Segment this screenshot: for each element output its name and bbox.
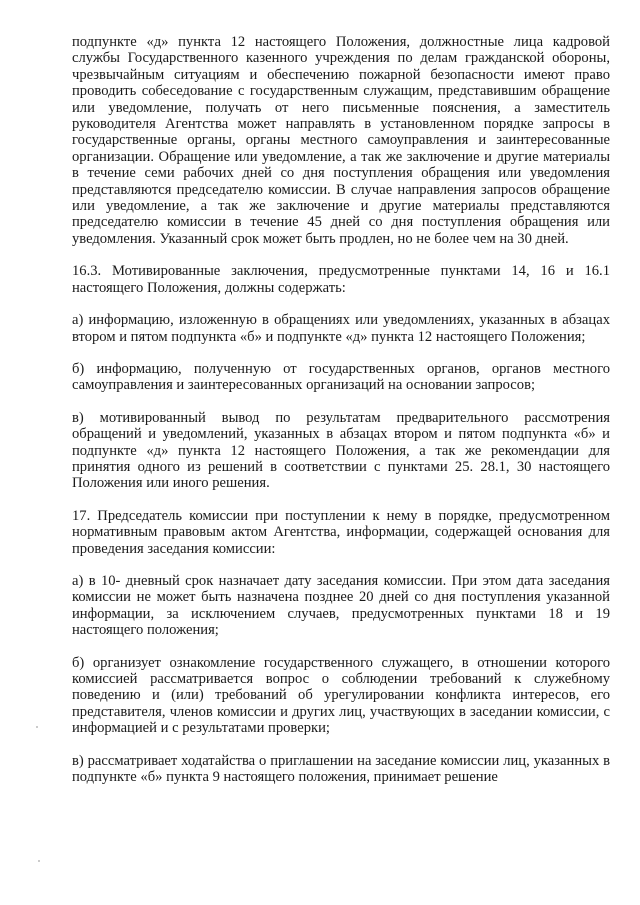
paragraph-16-3-b: б) информацию, полученную от государственных органов, органов местного самоуправления и заинтересованных организаций на основании запросов; (72, 360, 610, 394)
paragraph-16-3: 16.3. Мотивированные заключения, предусмотренные пунктами 14, 16 и 16.1 настоящего Положения, должны содержать: (72, 263, 610, 296)
paragraph-continuation: подпункте «д» пункта 12 настоящего Положения, должностные лица кадровой службы Государственного казенного учреждения по делам гражданской обороны, чрезвычайным ситуациям и обеспечению пожарной безопасности имеют право проводить собеседование с государственным служащим, представившим обращение или уведомление, получать от него письменные пояснения, а заместитель руководителя Агентства может направлять в установленном порядке запросы в государственные органы, органы местного самоуправления и заинтересованные организации. Обращение или уведомление, а так же заключение и другие материалы в течение семи рабочих дней со дня поступления обращения или уведомления представляются председателю комиссии. В случае направления запросов обращение или уведомление, а так же заключение и другие материалы представляются председателю комиссии в течение 45 дней со дня поступления обращения или уведомления. Указанный срок может быть продлен, но не более чем на 30 дней. (72, 34, 610, 247)
paragraph-16-3-v: в) мотивированный вывод по результатам предварительного рассмотрения обращений и уведомлений, указанных в абзацах втором и пятом подпункта «б» и подпункте «д» пункта 12 настоящего Положения, а так же рекомендации для принятия одного из решений в соответствии с пунктами 25. 28.1, 30 настоящего Положения или иного решения. (72, 409, 610, 492)
paragraph-17-v: в) рассматривает ходатайства о приглашении на заседание комиссии лиц, указанных в подпункте «б» пункта 9 настоящего положения, принимает решение (72, 752, 610, 786)
scan-speck (38, 860, 40, 862)
document-page (72, 34, 610, 801)
paragraph-16-3-a: а) информацию, изложенную в обращениях или уведомлениях, указанных в абзацах втором и пятом подпункта «б» и подпункте «д» пункта 12 настоящего Положения; (72, 312, 610, 345)
paragraph-17: 17. Председатель комиссии при поступлении к нему в порядке, предусмотренном нормативным правовым актом Агентства, информации, содержащей основания для проведения заседания комиссии: (72, 507, 610, 557)
paragraph-17-a: а) в 10- дневный срок назначает дату заседания комиссии. При этом дата заседания комиссии не может быть назначена позднее 20 дней со дня поступления указанной информации, за исключением случаев, предусмотренных пунктами 18 и 19 настоящего положения; (72, 572, 610, 639)
paragraph-17-b: б) организует ознакомление государственного служащего, в отношении которого комиссией рассматривается вопрос о соблюдении требований к служебному поведению и (или) требований об урегулировании конфликта интересов, его представителя, членов комиссии и других лиц, участвующих в заседании комиссии, с информацией и с результатами проверки; (72, 654, 610, 737)
scan-speck (36, 726, 38, 728)
